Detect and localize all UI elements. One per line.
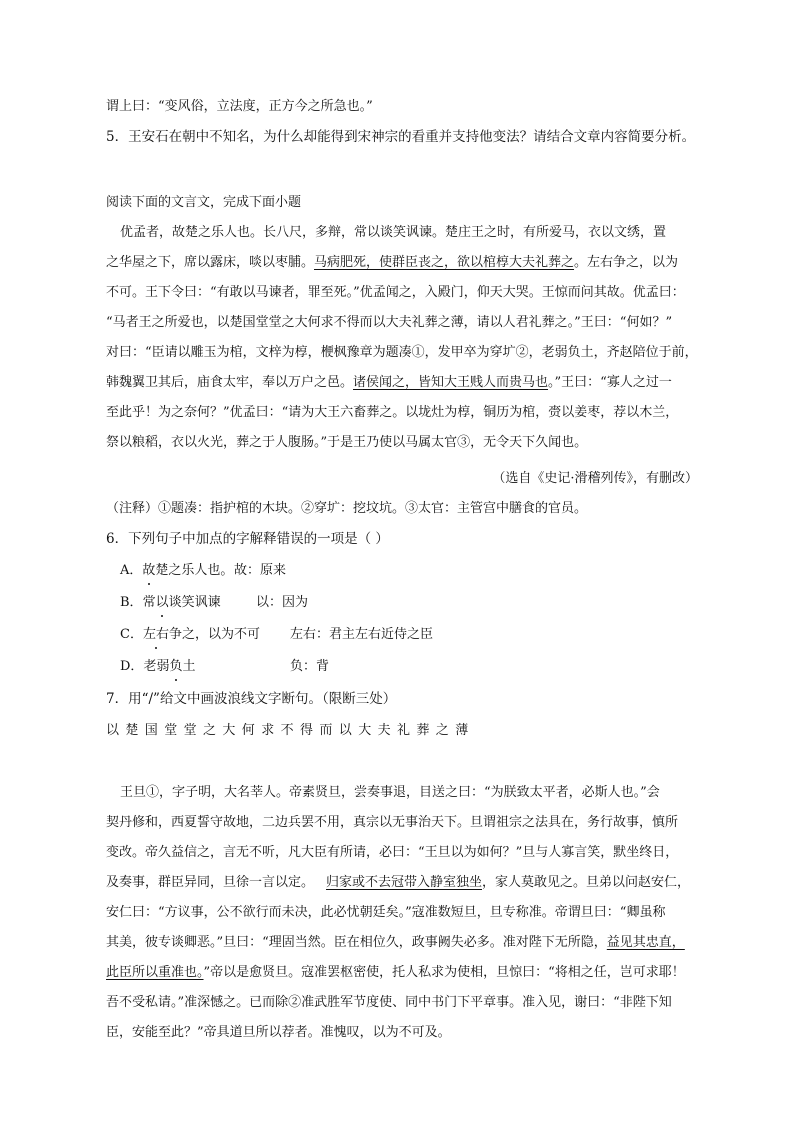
question-6: 6．下列句子中加点的字解释错误的一项是（ ） <box>106 531 389 547</box>
passage-text: 。左右争之，以为 <box>574 255 679 270</box>
passage-line: 吾不受私请。”准深憾之。已而除②准武胜军节度使、同中书门下平章事。准入见，谢曰：“非陛下知 <box>106 995 672 1010</box>
sentence-to-punctuate: 以楚国堂堂之大何求不得而以大夫礼葬之薄 <box>106 723 475 738</box>
option-c: C．左右争之，以为不可 左右：君主左右近侍之臣 <box>120 627 434 642</box>
passage-line: 至此乎！为之奈何？”优孟曰：“请为大王六畜葬之。以垅灶为椁，铜历为棺，赍以姜枣，荐以木兰， <box>106 405 679 420</box>
passage-line: 安仁曰：“方议事，公不欲行而未决，此必忧朝廷矣。”寇准数短旦，旦专称准。帝谓旦曰：“卿虽称 <box>106 905 666 920</box>
option-gloss: 故：原来 <box>234 563 287 578</box>
underlined-sentence: 诸侯闻之，皆知大王贱人而贵马也 <box>353 375 549 390</box>
annotation-notes: （注释）①题凑：指护棺的木块。②穿圹：挖坟坑。③太官：主管宫中膳食的官员。 <box>106 501 588 516</box>
source-citation: （选自《史记·滑稽列传》，有删改） <box>492 471 698 486</box>
option-gloss: 以：因为 <box>256 595 309 610</box>
passage-tail-line: 谓上曰：“变风俗，立法度，正方今之所急也。” <box>106 99 373 114</box>
option-b: B．常以谈笑讽谏 以：因为 <box>120 595 309 610</box>
passage-line: 变改。帝久益信之，言无不听，凡大臣有所请，必曰：“王旦以为如何？”旦与人寡言笑，默坐终日， <box>106 845 679 860</box>
passage-text: ，家人莫敢见之。旦弟以问赵安仁， <box>482 875 691 890</box>
underlined-sentence: 益见其忠直， <box>606 935 685 950</box>
passage-line: 王旦①，字子明，大名莘人。帝素贤旦，尝奏事退，目送之曰：“为朕致太平者，必斯人也。”会 <box>120 785 660 800</box>
passage-line: 不可。王下令曰：“有敢以马谏者，罪至死。”优孟闻之，入殿门，仰天大哭。王惊而问其故。优孟曰： <box>106 285 685 300</box>
underlined-sentence: 归家或不去冠带入静室独坐 <box>326 875 483 890</box>
option-gloss: 左右：君主左右近侍之臣 <box>290 627 434 642</box>
passage-text: ”帝以是愈贤旦。寇准罢枢密使，托人私求为使相，旦惊曰：“将相之任，岂可求耶！ <box>203 965 685 980</box>
passage-line <box>106 254 706 272</box>
dotted-char: 负 <box>169 659 183 674</box>
dotted-char: 故 <box>142 563 156 578</box>
option-gloss: 负：背 <box>290 659 330 674</box>
passage-text: 韩魏翼卫其后，庙食太牢，奉以万户之邑。 <box>106 375 354 390</box>
passage-line <box>106 374 706 392</box>
passage-line: 契丹修和，西夏誓守故地，二边兵罢不用，真宗以无事治天下。旦谓祖宗之法具在，务行故事，慎所 <box>106 815 679 830</box>
passage-line <box>106 964 706 982</box>
option-a: A．故楚之乐人也。 故：原来 <box>120 563 287 578</box>
section-heading: 阅读下面的文言文，完成下面小题 <box>106 195 302 210</box>
passage-line: 优孟者，故楚之乐人也。长八尺，多辩，常以谈笑讽谏。楚庄王之时，有所爱马，衣以文绣，置 <box>120 225 667 240</box>
passage-line <box>106 934 706 952</box>
underlined-sentence: 此臣所以重准也。 <box>106 965 204 980</box>
passage-line-continuation <box>326 874 706 892</box>
dotted-char: 以 <box>155 595 169 610</box>
option-d: D．老弱负土 负：背 <box>120 659 330 674</box>
underlined-sentence: 马病肥死，使群臣丧之，欲以棺椁大夫礼葬之 <box>314 255 575 270</box>
passage-text: 。”王曰：“寡人之过一 <box>548 375 672 390</box>
question-5: 5．王安石在朝中不知名，为什么却能得到宋神宗的看重并支持他变法？请结合文章内容简要分析。 <box>106 129 696 145</box>
dotted-char: 左右 <box>142 627 169 642</box>
question-7: 7．用“/”给文中画波浪线文字断句。（限断三处） <box>106 691 397 707</box>
passage-line: 及奏事，群臣异同，旦徐一言以定。 <box>106 875 315 890</box>
passage-line: 祭以粮稻，衣以火光，葬之于人腹肠。”于是王乃使以马属太官③，无令天下久闻也。 <box>106 435 588 450</box>
passage-line: 对曰：“臣请以雕玉为棺，文梓为椁，楩枫豫章为题凑①，发甲卒为穿圹②，老弱负土，齐赵陪位于前， <box>106 345 698 360</box>
passage-line: “马者王之所爱也，以楚国堂堂之大何求不得而以大夫礼葬之薄，请以人君礼葬之。”王曰：“何如？” <box>106 315 673 330</box>
passage-line: 臣，安能至此？”帝具道旦所以荐者。准愧叹，以为不可及。 <box>106 1025 451 1040</box>
passage-text: 之华屋之下，席以露床，啖以枣脯。 <box>106 255 315 270</box>
passage-text: 其美，彼专谈卿恶。”旦曰：“理固当然。臣在相位久，政事阙失必多。准对陛下无所隐， <box>106 935 607 950</box>
